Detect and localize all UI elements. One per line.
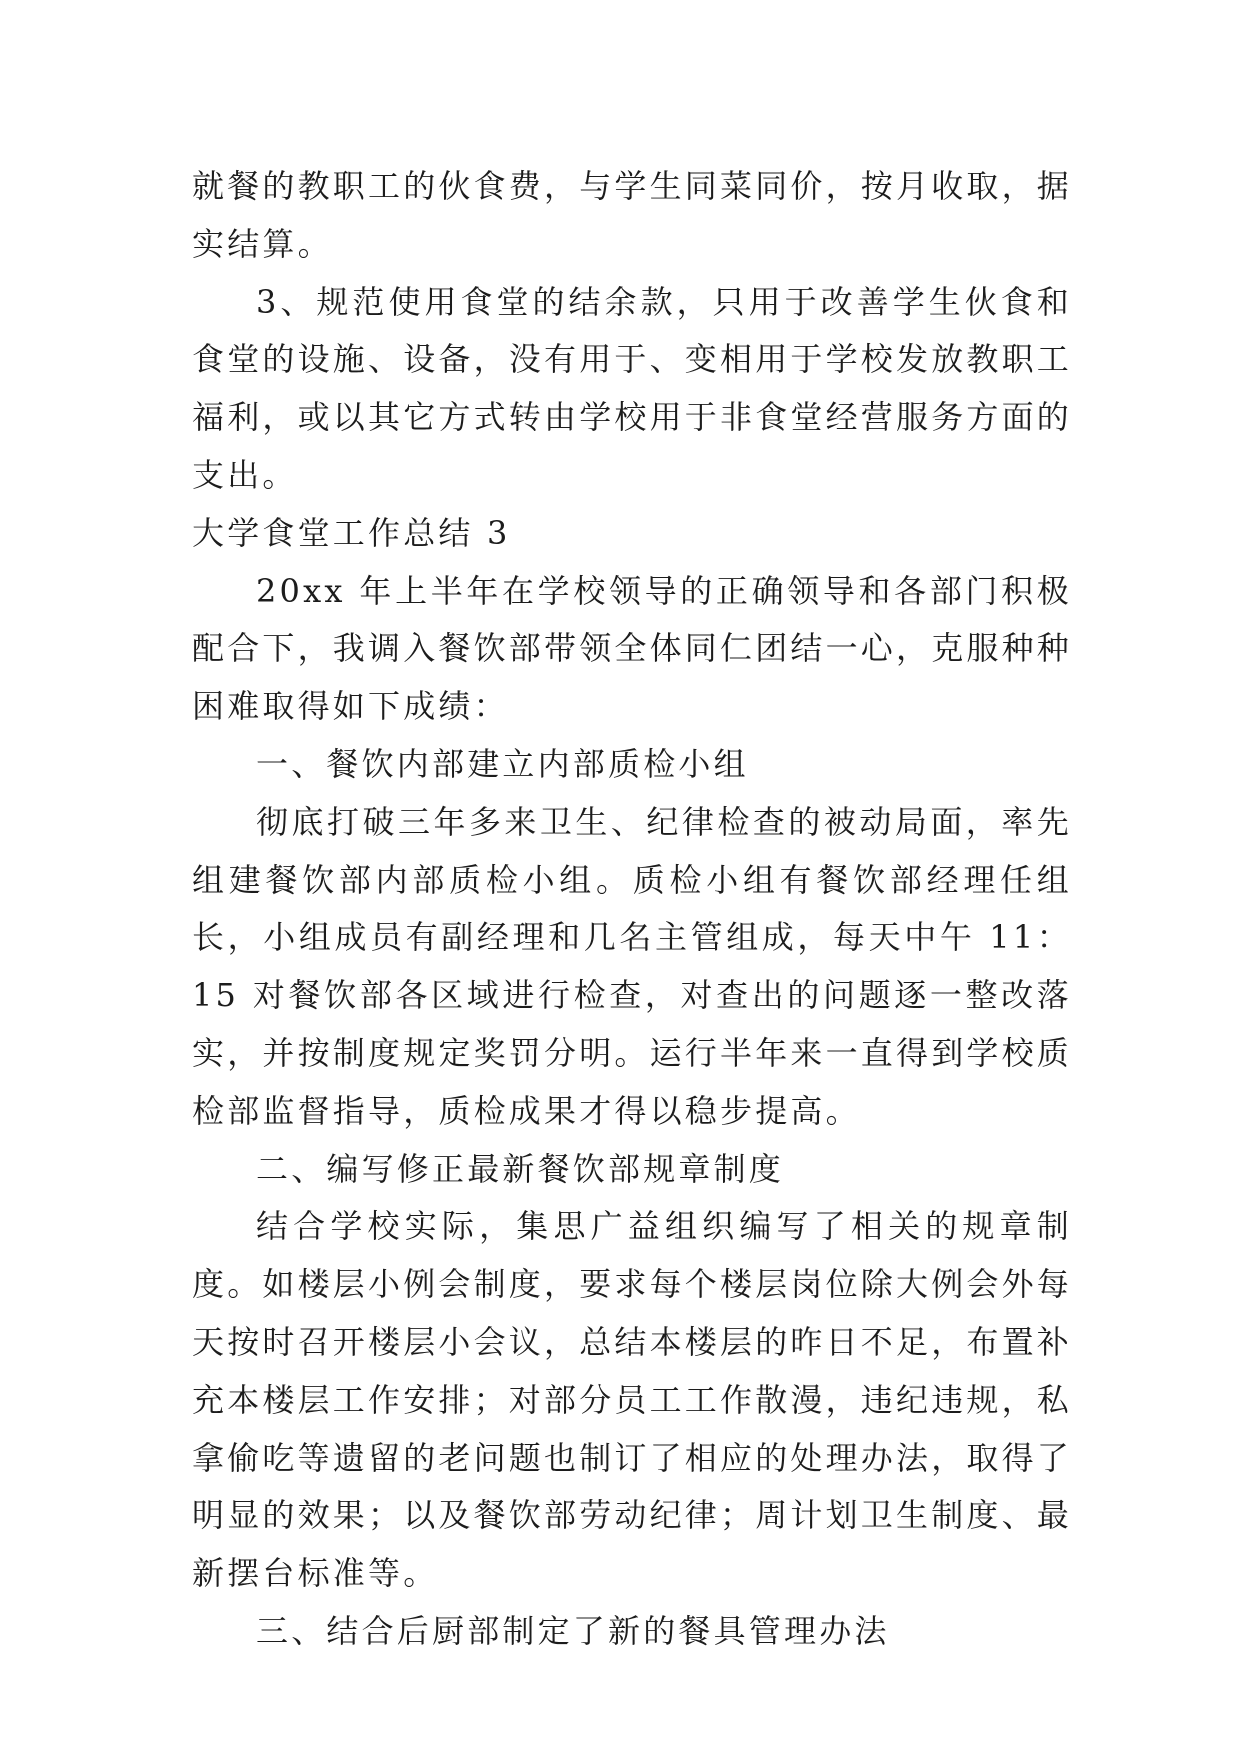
paragraph-intro: 20xx 年上半年在学校领导的正确领导和各部门积极配合下，我调入餐饮部带领全体同仁团结一心，克服种种困难取得如下成绩： [192, 571, 1073, 726]
subheading-tableware: 三、结合后厨部制定了新的餐具管理办法 [256, 1611, 890, 1650]
subheading-regulations: 二、编写修正最新餐饮部规章制度 [256, 1149, 785, 1188]
document-body [192, 158, 1072, 1661]
paragraph-regulations: 结合学校实际，集思广益组织编写了相关的规章制度。如楼层小例会制度，要求每个楼层岗位除大例会外每天按时召开楼层小会议，总结本楼层的昨日不足，布置补充本楼层工作安排；对部分员工工作散漫，违纪违规，私拿偷吃等遗留的老问题也制订了相应的处理办法，取得了明显的效果；以及餐饮部劳动纪律；周计划卫生制度、最新摆台标准等。 [192, 1207, 1073, 1593]
paragraph-quality-team: 彻底打破三年多来卫生、纪律检查的被动局面，率先组建餐饮部内部质检小组。质检小组有餐饮部经理任组长，小组成员有副经理和几名主管组成，每天中午 11：15 对餐饮部各区域进行检查，对查出的问题逐一整改落实，并按制度规定奖罚分明。运行半年来一直得到学校质检部监督指导，质检成果才得以稳步提高。 [192, 802, 1073, 1130]
subheading-quality-team: 一、餐饮内部建立内部质检小组 [256, 744, 749, 783]
paragraph-surplus-usage: 3、规范使用食堂的结余款，只用于改善学生伙食和食堂的设施、设备，没有用于、变相用于学校发放教职工福利，或以其它方式转由学校用于非食堂经营服务方面的支出。 [192, 282, 1073, 494]
paragraph-fee-settlement: 就餐的教职工的伙食费，与学生同菜同价，按月收取，据实结算。 [192, 167, 1073, 263]
section-title: 大学食堂工作总结 3 [192, 513, 511, 552]
